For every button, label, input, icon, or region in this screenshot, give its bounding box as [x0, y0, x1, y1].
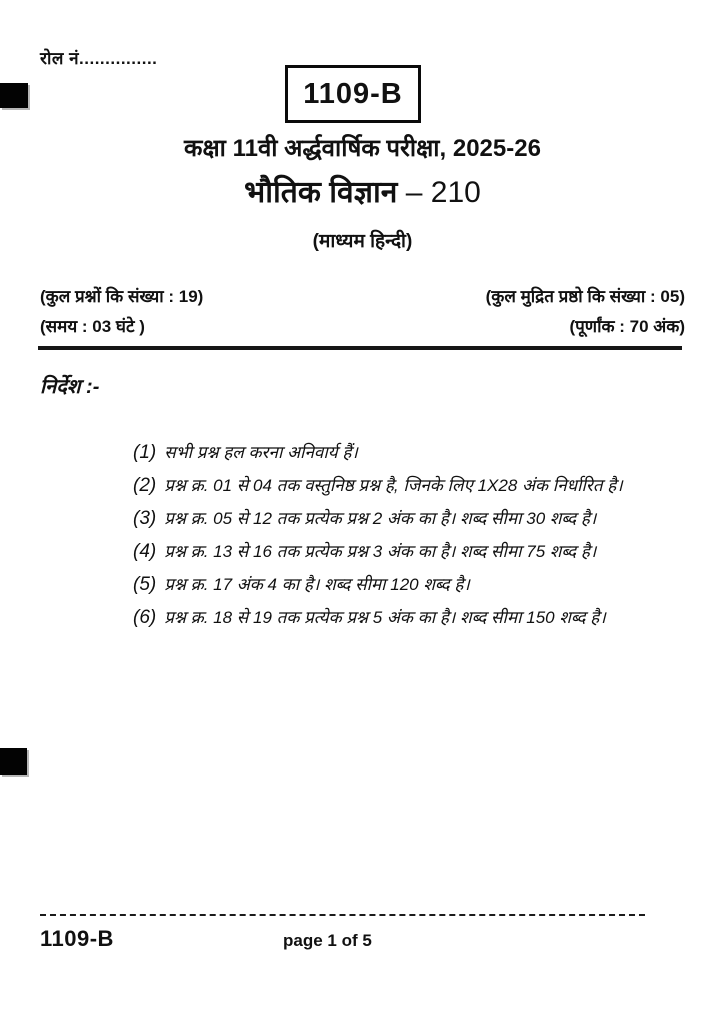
exam-title: कक्षा 11वी अर्द्धवार्षिक परीक्षा, 2025-26	[184, 135, 541, 162]
instruction-item	[133, 601, 693, 634]
instruction-number: (6)	[133, 607, 157, 628]
instruction-text: प्रश्न क्र. 18 से 19 तक प्रत्येक प्रश्न 5 अंक का है। शब्द सीमा 150 शब्द है।	[164, 608, 606, 627]
roll-number-label: रोल नं...............	[40, 49, 158, 68]
scan-registration-mark-middle	[0, 748, 27, 775]
footer-page-indicator: page 1 of 5	[283, 931, 372, 950]
instruction-text: सभी प्रश्न हल करना अनिवार्य हैं।	[164, 443, 358, 462]
instruction-item	[133, 568, 693, 601]
time-label: (समय : 03 घंटे )	[40, 317, 145, 336]
total-printed-pages-label: (कुल मुद्रित प्रष्ठो कि संख्या : 05)	[485, 287, 685, 306]
medium-note: (माध्यम हिन्दी)	[312, 231, 413, 252]
instruction-text: प्रश्न क्र. 13 से 16 तक प्रत्येक प्रश्न 3 अंक का है। शब्द सीमा 75 शब्द है।	[164, 542, 597, 561]
instruction-number: (5)	[133, 574, 157, 595]
instruction-number: (1)	[133, 442, 157, 463]
instructions-list	[133, 436, 693, 634]
paper-code-box	[285, 65, 421, 123]
scan-registration-mark-top	[0, 83, 28, 108]
instruction-item	[133, 436, 693, 469]
subject-title	[0, 170, 725, 211]
instructions-heading: निर्देश :-	[40, 376, 100, 398]
instruction-number: (2)	[133, 475, 157, 496]
instruction-text: प्रश्न क्र. 17 अंक 4 का है। शब्द सीमा 120 शब्द है।	[164, 575, 470, 594]
instruction-text: प्रश्न क्र. 01 से 04 तक वस्तुनिष्ठ प्रश्न है, जिनके लिए 1X28 अंक निर्धारित है।	[164, 476, 623, 495]
instruction-text: प्रश्न क्र. 05 से 12 तक प्रत्येक प्रश्न 2 अंक का है। शब्द सीमा 30 शब्द है।	[164, 509, 597, 528]
header-divider-rule	[38, 346, 682, 350]
instruction-item	[133, 469, 693, 502]
footer-paper-code: 1109-B	[40, 926, 114, 951]
subject-name: भौतिक विज्ञान	[244, 176, 398, 209]
instruction-item	[133, 535, 693, 568]
meta-row-2	[40, 314, 685, 337]
instruction-number: (4)	[133, 541, 157, 562]
instruction-item	[133, 502, 693, 535]
footer-divider-rule	[40, 914, 645, 916]
max-marks-label: (पूर्णांक : 70 अंक)	[569, 317, 685, 336]
subject-code: – 210	[405, 176, 481, 209]
instruction-number: (3)	[133, 508, 157, 529]
paper-code: 1109-B	[303, 77, 403, 110]
meta-row-1	[40, 284, 685, 307]
total-questions-label: (कुल प्रश्नों कि संख्या : 19)	[40, 287, 204, 306]
